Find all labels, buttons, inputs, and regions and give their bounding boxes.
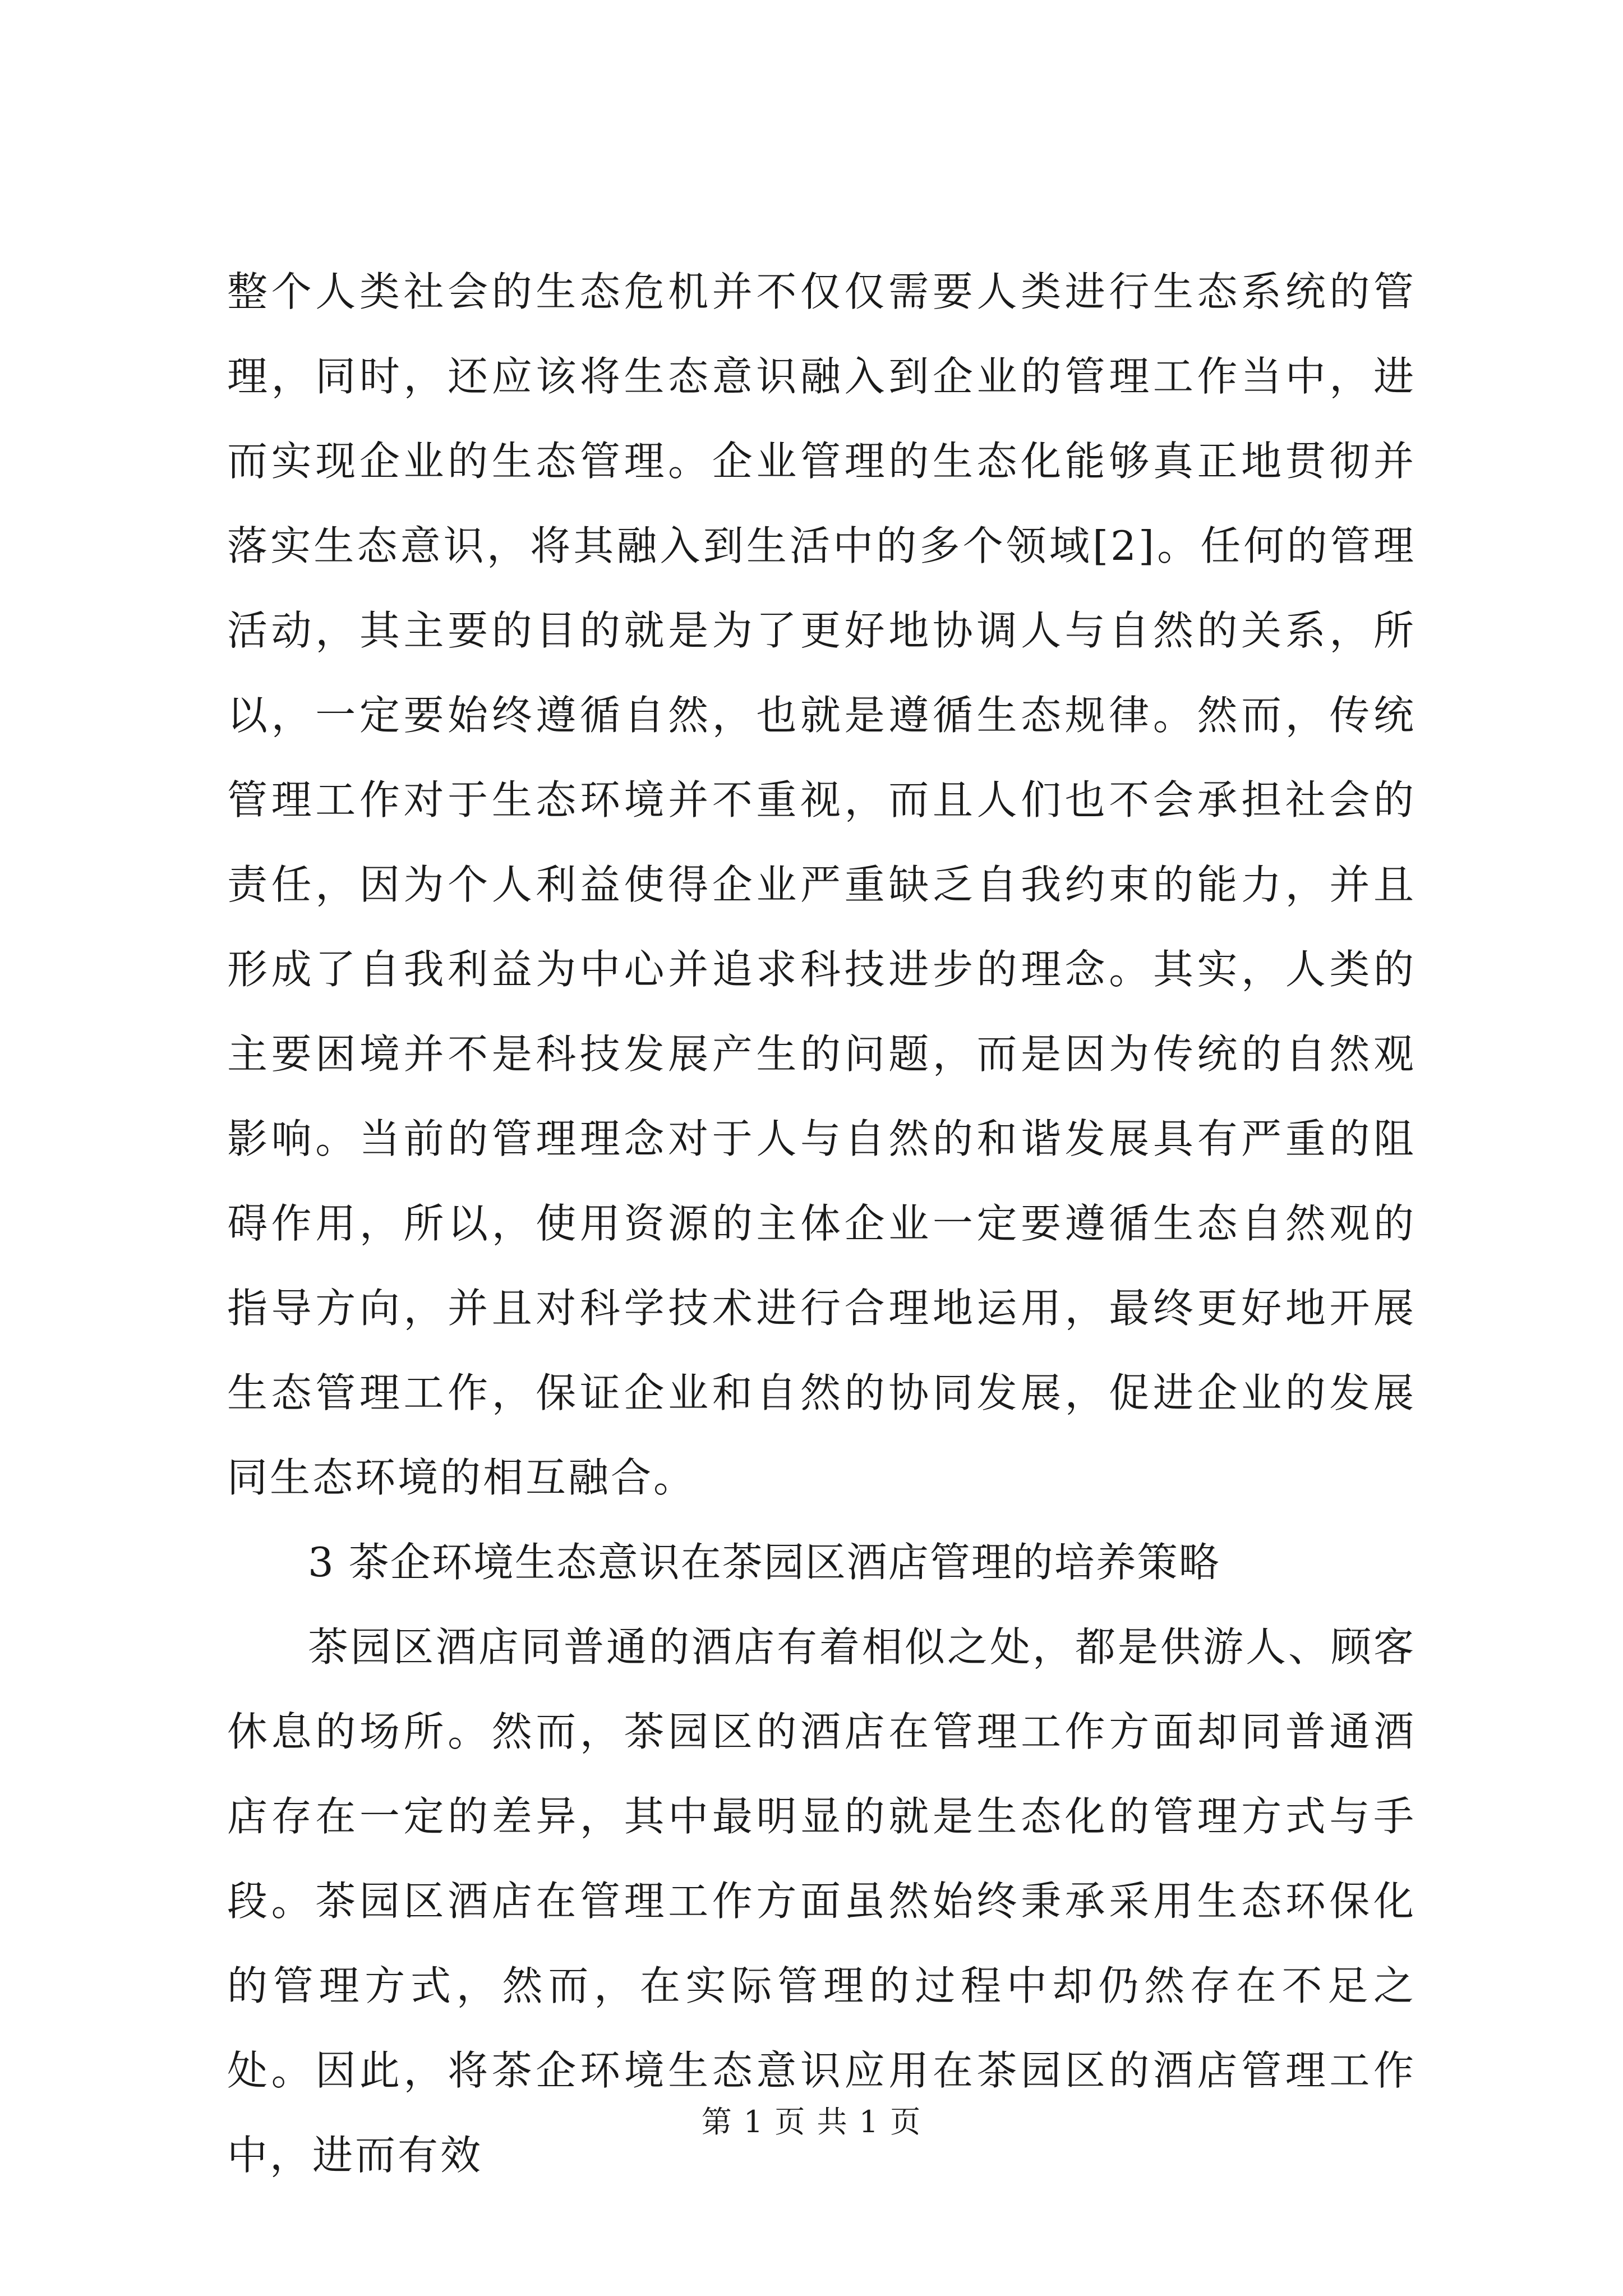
document-body	[227, 250, 1416, 2198]
body-paragraph-1: 整个人类社会的生态危机并不仅仅需要人类进行生态系统的管理，同时，还应该将生态意识融入到企业的管理工作当中，进而实现企业的生态管理。企业管理的生态化能够真正地贯彻并落实生态意识，将其融入到生活中的多个领域[2]。任何的管理活动，其主要的目的就是为了更好地协调人与自然的关系，所以，一定要始终遵循自然，也就是遵循生态规律。然而，传统管理工作对于生态环境并不重视，而且人们也不会承担社会的责任，因为个人利益使得企业严重缺乏自我约束的能力，并且形成了自我利益为中心并追求科技进步的理念。其实，人类的主要困境并不是科技发展产生的问题，而是因为传统的自然观影响。当前的管理理念对于人与自然的和谐发展具有严重的阻碍作用，所以，使用资源的主体企业一定要遵循生态自然观的指导方向，并且对科学技术进行合理地运用，最终更好地开展生态管理工作，保证企业和自然的协同发展，促进企业的发展同生态环境的相互融合。	[227, 268, 1416, 1501]
page-footer: 第 1 页 共 1 页	[701, 2104, 922, 2139]
body-paragraph-2: 茶园区酒店同普通的酒店有着相似之处，都是供游人、顾客休息的场所。然而，茶园区的酒店在管理工作方面却同普通酒店存在一定的差异，其中最明显的就是生态化的管理方式与手段。茶园区酒店在管理工作方面虽然始终秉承采用生态环保化的管理方式，然而，在实际管理的过程中却仍然存在不足之处。因此，将茶企环境生态意识应用在茶园区的酒店管理工作中，进而有效	[227, 1623, 1417, 2179]
section-heading: 3 茶企环境生态意识在茶园区酒店管理的培养策略	[308, 1539, 1220, 1586]
